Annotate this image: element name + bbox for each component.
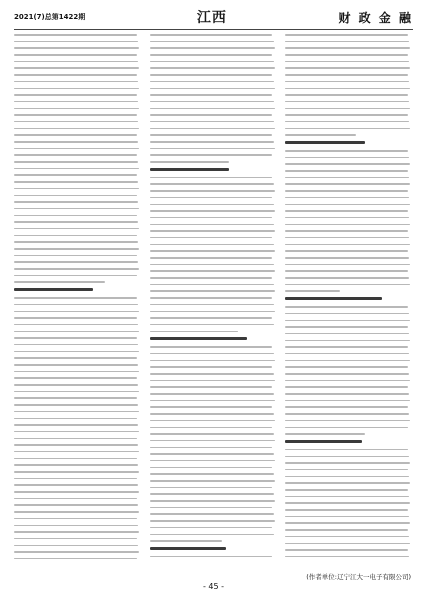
text-line-placeholder bbox=[285, 462, 410, 464]
text-line-placeholder bbox=[150, 534, 274, 536]
text-line-placeholder bbox=[14, 248, 139, 250]
text-line-placeholder bbox=[285, 150, 408, 152]
text-column-2 bbox=[150, 34, 278, 562]
text-line-placeholder bbox=[14, 174, 137, 176]
text-line-placeholder bbox=[285, 250, 408, 252]
text-line-placeholder bbox=[150, 360, 275, 362]
text-line-placeholder bbox=[14, 161, 138, 163]
text-line-placeholder bbox=[150, 413, 274, 415]
text-line-placeholder bbox=[285, 522, 410, 524]
text-line-placeholder bbox=[150, 128, 275, 130]
text-line-placeholder bbox=[150, 304, 274, 306]
text-line-placeholder bbox=[14, 121, 138, 123]
text-line-placeholder bbox=[285, 217, 409, 219]
text-line-placeholder bbox=[14, 281, 105, 283]
text-line-placeholder bbox=[14, 61, 138, 63]
subheading-placeholder bbox=[285, 141, 364, 144]
text-line-placeholder bbox=[14, 518, 137, 520]
text-line-placeholder bbox=[150, 264, 274, 266]
text-line-placeholder bbox=[14, 108, 139, 110]
text-line-placeholder bbox=[14, 464, 138, 466]
text-line-placeholder bbox=[150, 61, 274, 63]
text-line-placeholder bbox=[150, 230, 275, 232]
text-line-placeholder bbox=[150, 400, 275, 402]
text-line-placeholder bbox=[285, 549, 408, 551]
subheading-placeholder bbox=[150, 168, 229, 171]
text-line-placeholder bbox=[285, 313, 409, 315]
text-line-placeholder bbox=[285, 257, 409, 259]
text-line-placeholder bbox=[14, 411, 139, 413]
text-line-placeholder bbox=[14, 81, 138, 83]
text-line-placeholder bbox=[150, 427, 273, 429]
journal-logo-text: 江西 bbox=[196, 10, 227, 26]
text-line-placeholder bbox=[285, 183, 410, 185]
text-line-placeholder bbox=[14, 134, 137, 136]
text-line-placeholder bbox=[285, 290, 340, 292]
text-line-placeholder bbox=[150, 393, 274, 395]
text-line-placeholder bbox=[14, 47, 139, 49]
text-line-placeholder bbox=[150, 54, 273, 56]
subheading-placeholder bbox=[150, 547, 227, 550]
text-line-placeholder bbox=[285, 373, 409, 375]
text-line-placeholder bbox=[14, 261, 138, 263]
text-line-placeholder bbox=[285, 277, 409, 279]
text-line-placeholder bbox=[150, 317, 273, 319]
text-line-placeholder bbox=[150, 467, 273, 469]
text-line-placeholder bbox=[14, 531, 139, 533]
text-line-placeholder bbox=[150, 366, 273, 368]
text-line-placeholder bbox=[285, 114, 408, 116]
text-line-placeholder bbox=[285, 197, 409, 199]
text-line-placeholder bbox=[150, 493, 274, 495]
text-line-placeholder bbox=[150, 210, 275, 212]
text-line-placeholder bbox=[14, 34, 137, 36]
text-line-placeholder bbox=[150, 433, 274, 435]
text-line-placeholder bbox=[14, 344, 138, 346]
text-line-placeholder bbox=[14, 331, 139, 333]
text-line-placeholder bbox=[285, 230, 408, 232]
text-line-placeholder bbox=[285, 353, 409, 355]
text-line-placeholder bbox=[285, 509, 408, 511]
text-line-placeholder bbox=[150, 141, 274, 143]
text-line-placeholder bbox=[150, 297, 273, 299]
text-line-placeholder bbox=[150, 244, 274, 246]
text-line-placeholder bbox=[14, 154, 137, 156]
text-line-placeholder bbox=[150, 224, 274, 226]
text-line-placeholder bbox=[285, 177, 409, 179]
text-line-placeholder bbox=[285, 88, 410, 90]
text-line-placeholder bbox=[150, 500, 275, 502]
text-line-placeholder bbox=[14, 297, 137, 299]
text-line-placeholder bbox=[285, 420, 410, 422]
text-line-placeholder bbox=[285, 204, 410, 206]
page-footer bbox=[0, 577, 427, 591]
text-line-placeholder bbox=[150, 386, 273, 388]
text-line-placeholder bbox=[150, 540, 223, 542]
text-line-placeholder bbox=[285, 346, 408, 348]
text-line-placeholder bbox=[285, 427, 408, 429]
subheading-placeholder bbox=[285, 297, 382, 300]
text-line-placeholder bbox=[285, 270, 408, 272]
text-line-placeholder bbox=[285, 496, 409, 498]
text-column-1 bbox=[14, 34, 142, 562]
text-line-placeholder bbox=[14, 351, 139, 353]
text-line-placeholder bbox=[150, 183, 274, 185]
text-line-placeholder bbox=[150, 250, 275, 252]
text-line-placeholder bbox=[14, 504, 138, 506]
text-line-placeholder bbox=[285, 157, 409, 159]
text-line-placeholder bbox=[285, 264, 410, 266]
text-line-placeholder bbox=[150, 161, 229, 163]
text-line-placeholder bbox=[285, 400, 410, 402]
text-line-placeholder bbox=[285, 502, 410, 504]
text-line-placeholder bbox=[150, 311, 275, 313]
text-line-placeholder bbox=[14, 141, 138, 143]
text-line-placeholder bbox=[285, 101, 409, 103]
text-line-placeholder bbox=[14, 511, 139, 513]
text-line-placeholder bbox=[150, 447, 273, 449]
text-line-placeholder bbox=[14, 397, 137, 399]
text-line-placeholder bbox=[285, 41, 409, 43]
text-line-placeholder bbox=[150, 480, 275, 482]
subheading-placeholder bbox=[150, 337, 247, 340]
text-line-placeholder bbox=[14, 558, 137, 560]
text-line-placeholder bbox=[150, 353, 274, 355]
text-line-placeholder bbox=[285, 476, 409, 478]
text-line-placeholder bbox=[14, 235, 137, 237]
text-line-placeholder bbox=[14, 311, 139, 313]
subheading-placeholder bbox=[14, 288, 93, 291]
text-line-placeholder bbox=[150, 487, 273, 489]
text-line-placeholder bbox=[285, 326, 408, 328]
text-line-placeholder bbox=[285, 469, 408, 471]
text-line-placeholder bbox=[14, 101, 138, 103]
text-column-3 bbox=[285, 34, 413, 562]
text-line-placeholder bbox=[14, 168, 139, 170]
text-line-placeholder bbox=[150, 217, 273, 219]
journal-logo bbox=[197, 7, 227, 27]
text-line-placeholder bbox=[150, 94, 273, 96]
text-line-placeholder bbox=[150, 197, 273, 199]
text-line-placeholder bbox=[150, 346, 273, 348]
section-title: 财 政 金 融 bbox=[338, 10, 413, 25]
text-line-placeholder bbox=[150, 148, 275, 150]
text-line-placeholder bbox=[285, 482, 410, 484]
text-line-placeholder bbox=[285, 74, 408, 76]
text-line-placeholder bbox=[285, 170, 408, 172]
text-line-placeholder bbox=[285, 413, 409, 415]
text-line-placeholder bbox=[14, 377, 137, 379]
text-line-placeholder bbox=[285, 210, 408, 212]
text-line-placeholder bbox=[14, 491, 139, 493]
text-line-placeholder bbox=[285, 433, 364, 435]
text-line-placeholder bbox=[14, 498, 137, 500]
text-line-placeholder bbox=[285, 320, 410, 322]
text-line-placeholder bbox=[285, 94, 408, 96]
text-line-placeholder bbox=[285, 333, 409, 335]
text-line-placeholder bbox=[14, 458, 137, 460]
text-line-placeholder bbox=[285, 81, 409, 83]
text-line-placeholder bbox=[285, 54, 408, 56]
text-line-placeholder bbox=[14, 181, 138, 183]
text-line-placeholder bbox=[285, 366, 408, 368]
text-line-placeholder bbox=[285, 393, 409, 395]
text-line-placeholder bbox=[150, 270, 275, 272]
text-line-placeholder bbox=[150, 527, 273, 529]
text-line-placeholder bbox=[285, 163, 410, 165]
text-line-placeholder bbox=[285, 224, 410, 226]
text-line-placeholder bbox=[285, 47, 410, 49]
text-line-placeholder bbox=[14, 195, 137, 197]
text-line-placeholder bbox=[150, 453, 274, 455]
text-line-placeholder bbox=[150, 331, 238, 333]
text-line-placeholder bbox=[150, 290, 275, 292]
text-line-placeholder bbox=[150, 88, 275, 90]
text-line-placeholder bbox=[285, 556, 409, 558]
text-line-placeholder bbox=[14, 88, 139, 90]
text-line-placeholder bbox=[150, 67, 275, 69]
text-line-placeholder bbox=[150, 41, 274, 43]
text-line-placeholder bbox=[14, 391, 139, 393]
text-line-placeholder bbox=[14, 317, 137, 319]
text-line-placeholder bbox=[285, 516, 409, 518]
text-line-placeholder bbox=[14, 357, 137, 359]
text-line-placeholder bbox=[150, 101, 274, 103]
text-line-placeholder bbox=[150, 74, 273, 76]
text-line-placeholder bbox=[14, 215, 137, 217]
text-line-placeholder bbox=[14, 241, 138, 243]
text-line-placeholder bbox=[150, 134, 273, 136]
text-line-placeholder bbox=[150, 284, 274, 286]
text-line-placeholder bbox=[14, 324, 138, 326]
text-line-placeholder bbox=[285, 128, 410, 130]
text-line-placeholder bbox=[285, 306, 408, 308]
text-line-placeholder bbox=[150, 204, 274, 206]
text-line-placeholder bbox=[14, 337, 137, 339]
text-line-placeholder bbox=[14, 74, 137, 76]
text-line-placeholder bbox=[150, 406, 273, 408]
text-line-placeholder bbox=[150, 237, 273, 239]
text-line-placeholder bbox=[14, 451, 139, 453]
text-line-placeholder bbox=[150, 257, 273, 259]
header-divider bbox=[14, 29, 413, 30]
text-line-placeholder bbox=[14, 444, 138, 446]
text-line-placeholder bbox=[285, 190, 408, 192]
text-line-placeholder bbox=[14, 188, 139, 190]
text-line-placeholder bbox=[150, 47, 275, 49]
text-line-placeholder bbox=[285, 61, 409, 63]
text-line-placeholder bbox=[285, 108, 410, 110]
text-line-placeholder bbox=[14, 484, 138, 486]
text-line-placeholder bbox=[14, 364, 138, 366]
page-header bbox=[14, 6, 413, 28]
text-line-placeholder bbox=[14, 418, 137, 420]
text-line-placeholder bbox=[150, 108, 275, 110]
text-line-placeholder bbox=[14, 471, 139, 473]
text-line-placeholder bbox=[14, 275, 137, 277]
text-line-placeholder bbox=[14, 221, 138, 223]
text-line-placeholder bbox=[150, 520, 275, 522]
text-line-placeholder bbox=[285, 237, 409, 239]
text-line-placeholder bbox=[14, 304, 138, 306]
text-line-placeholder bbox=[285, 360, 410, 362]
text-line-placeholder bbox=[14, 201, 138, 203]
issue-number: 2021(7)总第1422期 bbox=[14, 13, 86, 21]
text-line-placeholder bbox=[150, 420, 275, 422]
text-line-placeholder bbox=[14, 551, 139, 553]
text-line-placeholder bbox=[285, 380, 410, 382]
text-line-placeholder bbox=[14, 148, 139, 150]
text-line-placeholder bbox=[150, 154, 273, 156]
text-line-placeholder bbox=[285, 284, 410, 286]
text-line-placeholder bbox=[14, 114, 137, 116]
text-line-placeholder bbox=[14, 404, 138, 406]
text-line-placeholder bbox=[150, 373, 274, 375]
text-line-placeholder bbox=[285, 536, 409, 538]
text-line-placeholder bbox=[14, 438, 137, 440]
text-line-placeholder bbox=[150, 190, 275, 192]
text-line-placeholder bbox=[14, 538, 137, 540]
text-line-placeholder bbox=[285, 67, 410, 69]
text-line-placeholder bbox=[150, 81, 274, 83]
text-line-placeholder bbox=[285, 134, 355, 136]
text-line-placeholder bbox=[285, 34, 408, 36]
text-line-placeholder bbox=[14, 431, 139, 433]
text-line-placeholder bbox=[285, 543, 410, 545]
text-line-placeholder bbox=[14, 545, 138, 547]
text-line-placeholder bbox=[285, 386, 408, 388]
text-line-placeholder bbox=[150, 34, 273, 36]
text-line-placeholder bbox=[14, 41, 138, 43]
text-line-placeholder bbox=[285, 456, 409, 458]
text-line-placeholder bbox=[150, 177, 273, 179]
text-line-placeholder bbox=[285, 529, 408, 531]
text-line-placeholder bbox=[285, 406, 408, 408]
text-line-placeholder bbox=[14, 255, 137, 257]
text-line-placeholder bbox=[14, 384, 138, 386]
text-line-placeholder bbox=[14, 54, 137, 56]
text-line-placeholder bbox=[150, 507, 273, 509]
text-line-placeholder bbox=[150, 277, 273, 279]
text-line-placeholder bbox=[14, 67, 139, 69]
page-number: - 45 - bbox=[202, 582, 225, 591]
text-line-placeholder bbox=[150, 513, 274, 515]
text-line-placeholder bbox=[285, 121, 409, 123]
text-line-placeholder bbox=[150, 324, 274, 326]
text-line-placeholder bbox=[14, 228, 139, 230]
text-line-placeholder bbox=[14, 208, 139, 210]
author-affiliation: (作者单位:辽宁江大一电子有限公司) bbox=[306, 573, 411, 581]
text-line-placeholder bbox=[14, 268, 139, 270]
text-line-placeholder bbox=[14, 424, 138, 426]
text-line-placeholder bbox=[285, 244, 410, 246]
text-line-placeholder bbox=[150, 380, 275, 382]
text-line-placeholder bbox=[14, 371, 139, 373]
text-line-placeholder bbox=[150, 473, 274, 475]
text-line-placeholder bbox=[14, 478, 137, 480]
subheading-placeholder bbox=[285, 440, 362, 443]
article-body bbox=[14, 34, 413, 562]
text-line-placeholder bbox=[150, 440, 275, 442]
text-line-placeholder bbox=[150, 460, 275, 462]
text-line-placeholder bbox=[14, 128, 139, 130]
text-line-placeholder bbox=[150, 114, 273, 116]
text-line-placeholder bbox=[14, 525, 138, 527]
text-line-placeholder bbox=[150, 121, 274, 123]
text-line-placeholder bbox=[150, 556, 273, 558]
text-line-placeholder bbox=[14, 94, 137, 96]
text-line-placeholder bbox=[285, 489, 408, 491]
text-line-placeholder bbox=[285, 340, 410, 342]
text-line-placeholder bbox=[285, 449, 408, 451]
